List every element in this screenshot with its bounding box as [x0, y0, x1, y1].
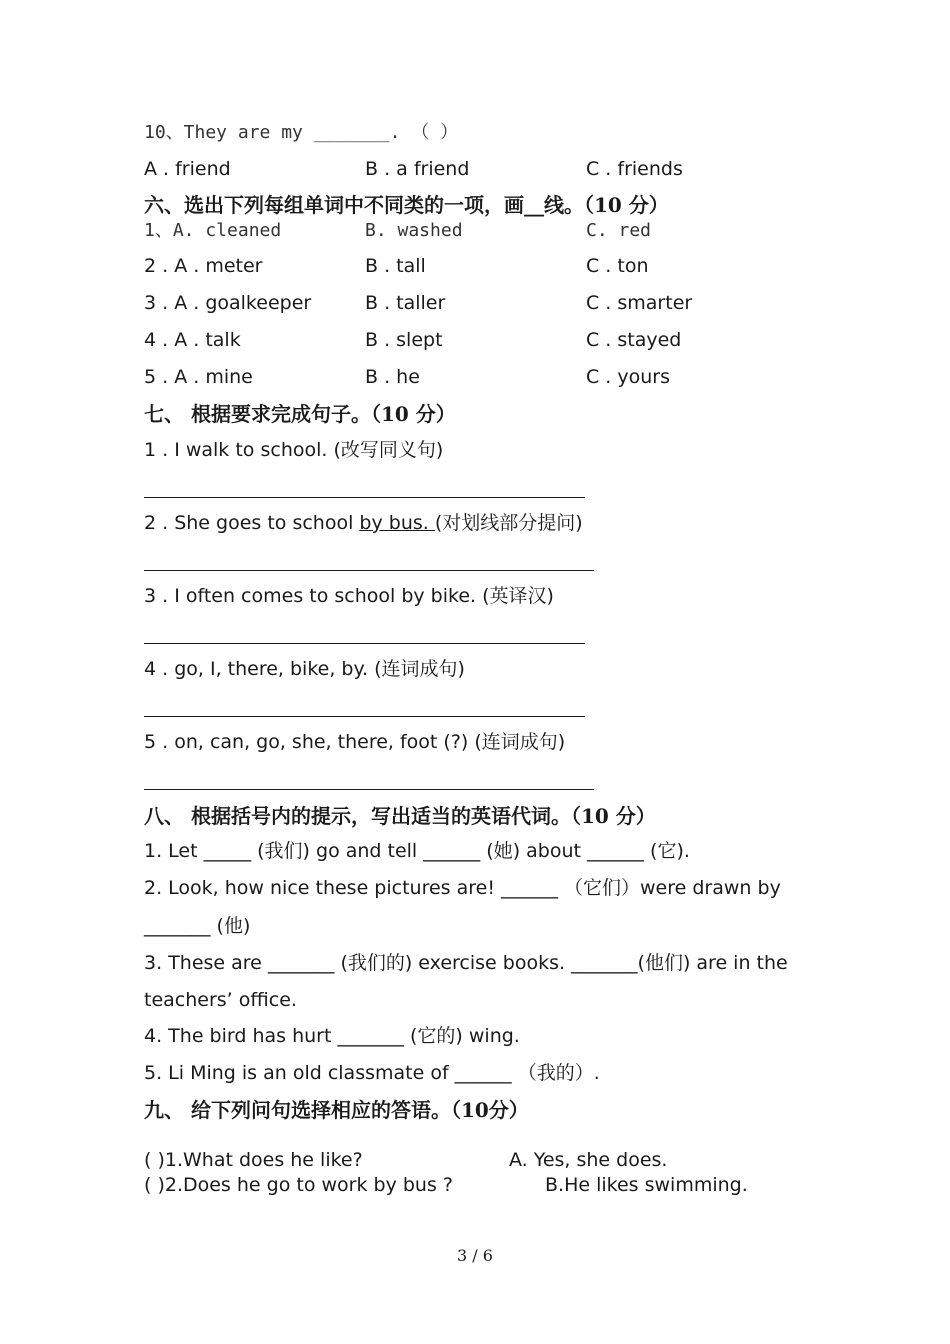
item2-option-b: B . tall: [365, 255, 426, 277]
item4-option-c: C . stayed: [586, 329, 682, 351]
section7-q1: 1 . I walk to school. (改写同义句): [144, 439, 444, 461]
q10-option-a: A . friend: [144, 158, 231, 180]
section8-q5: 5. Li Ming is an old classmate of ______ （我的）.: [144, 1062, 600, 1084]
answer-line-2[interactable]: [144, 570, 594, 571]
item2-option-a: 2 . A . meter: [144, 255, 263, 277]
section9-row-1: [144, 1151, 844, 1173]
item5-option-a: 5 . A . mine: [144, 366, 253, 388]
item5-option-c: C . yours: [586, 366, 671, 388]
page-number: 3 / 6: [457, 1246, 493, 1265]
section9-q2: ( )2.Does he go to work by bus ?: [144, 1174, 453, 1196]
section9-row-2: [144, 1176, 844, 1198]
section6-item-5: [144, 368, 844, 390]
section8-heading: 八、 根据括号内的提示，写出适当的英语代词。（10 分）: [144, 804, 656, 828]
answer-line-4[interactable]: [144, 716, 585, 717]
section8-q4: 4. The bird has hurt _______ (它的) wing.: [144, 1025, 520, 1047]
q2-underlined-phrase: by bus.: [359, 512, 435, 534]
section6-item-4: [144, 331, 844, 353]
section8-q2: 2. Look, how nice these pictures are! ______ （它们）were drawn by: [144, 877, 781, 899]
section7-q2: [144, 514, 583, 533]
item3-option-c: C . smarter: [586, 292, 693, 314]
section7-heading: 七、 根据要求完成句子。（10 分）: [144, 402, 456, 426]
item3-option-b: B . taller: [365, 292, 446, 314]
section6-item-1: [144, 222, 844, 244]
q10-question: 10、They are my _______. （ ）: [144, 122, 459, 143]
item4-option-b: B . slept: [365, 329, 443, 351]
section6-item-3: [144, 294, 844, 316]
section9-heading: 九、 给下列问句选择相应的答语。（10分）: [144, 1098, 529, 1122]
item1-option-a: 1、A. cleaned: [144, 220, 282, 241]
section7-q3: 3 . I often comes to school by bike. (英译汉): [144, 585, 554, 607]
item2-option-c: C . ton: [586, 255, 649, 277]
section6-item-2: [144, 257, 844, 279]
section8-q3-cont: teachers’ office.: [144, 989, 297, 1011]
section7-q4: 4 . go, I, there, bike, by. (连词成句): [144, 658, 465, 680]
section7-q5: 5 . on, can, go, she, there, foot (?) (连词成句): [144, 731, 566, 753]
item5-option-b: B . he: [365, 366, 420, 388]
answer-line-1[interactable]: [144, 497, 585, 498]
q2-instruction: (对划线部分提问): [434, 512, 583, 534]
section8-q1: 1. Let _____ (我们) go and tell ______ (她) about ______ (它).: [144, 840, 690, 862]
section9-q1: ( )1.What does he like?: [144, 1149, 363, 1171]
section8-q2-cont: _______ (他): [144, 915, 251, 937]
q2-text: 2 . She goes to school: [144, 512, 360, 534]
item3-option-a: 3 . A . goalkeeper: [144, 292, 312, 314]
section9-a2: B.He likes swimming.: [545, 1174, 748, 1196]
item1-option-b: B. washed: [365, 220, 463, 241]
section8-q3: 3. These are _______ (我们的) exercise books. _______(他们) are in the: [144, 952, 788, 974]
answer-line-5[interactable]: [144, 789, 594, 790]
q10-options: [144, 160, 844, 182]
q10-option-c: C . friends: [586, 158, 683, 180]
item1-option-c: C. red: [586, 220, 652, 241]
item4-option-a: 4 . A . talk: [144, 329, 241, 351]
section6-heading: 六、选出下列每组单词中不同类的一项，画__线。（10 分）: [144, 193, 669, 217]
answer-line-3[interactable]: [144, 643, 585, 644]
q10-option-b: B . a friend: [365, 158, 470, 180]
section9-a1: A. Yes, she does.: [509, 1149, 668, 1171]
